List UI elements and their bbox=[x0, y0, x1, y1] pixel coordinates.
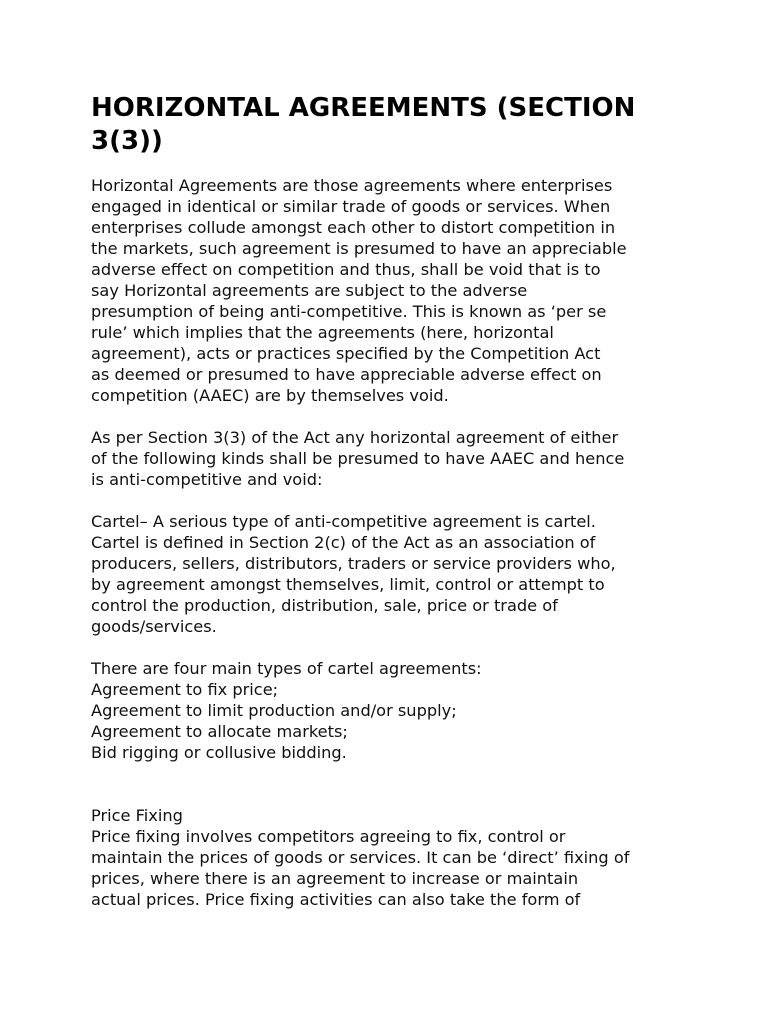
price-fixing-section bbox=[91, 805, 691, 910]
text-line: Price fixing involves competitors agreeing to fix, control or bbox=[91, 827, 566, 846]
text-line: competition (AAEC) are by themselves void. bbox=[91, 386, 449, 405]
text-line: enterprises collude amongst each other to distort competition in bbox=[91, 218, 616, 237]
paragraph-cartel bbox=[91, 511, 691, 637]
text-line: say Horizontal agreements are subject to the adverse bbox=[91, 281, 528, 300]
text-line: Cartel– A serious type of anti-competitive agreement is cartel. bbox=[91, 512, 596, 531]
list-item: Agreement to allocate markets; bbox=[91, 722, 348, 741]
text-line: Cartel is defined in Section 2(c) of the Act as an association of bbox=[91, 533, 596, 552]
text-line: as deemed or presumed to have appreciable adverse effect on bbox=[91, 365, 602, 384]
title-line: 3(3)) bbox=[91, 126, 163, 156]
text-line: prices, where there is an agreement to increase or maintain bbox=[91, 869, 579, 888]
list-item: Agreement to fix price; bbox=[91, 680, 279, 699]
list-item: Bid rigging or collusive bidding. bbox=[91, 743, 347, 762]
text-line: Horizontal Agreements are those agreements where enterprises bbox=[91, 176, 613, 195]
text-line: maintain the prices of goods or services. It can be ‘direct’ fixing of bbox=[91, 848, 630, 867]
text-line: goods/services. bbox=[91, 617, 217, 636]
text-line: by agreement amongst themselves, limit, control or attempt to bbox=[91, 575, 605, 594]
text-line: control the production, distribution, sale, price or trade of bbox=[91, 596, 558, 615]
paragraph-spacer bbox=[91, 490, 691, 511]
document-page bbox=[91, 92, 691, 910]
paragraph-section-3-3 bbox=[91, 427, 691, 490]
paragraph-horizontal-agreements bbox=[91, 175, 691, 406]
text-line: actual prices. Price fixing activities can also take the form of bbox=[91, 890, 581, 909]
text-line: presumption of being anti-competitive. This is known as ‘per se bbox=[91, 302, 607, 321]
section-heading: Price Fixing bbox=[91, 806, 183, 825]
text-line: of the following kinds shall be presumed to have AAEC and hence bbox=[91, 449, 625, 468]
text-line: agreement), acts or practices specified by the Competition Act bbox=[91, 344, 601, 363]
text-line: the markets, such agreement is presumed to have an appreciable bbox=[91, 239, 627, 258]
document-title bbox=[91, 92, 691, 158]
text-line: adverse effect on competition and thus, shall be void that is to bbox=[91, 260, 601, 279]
paragraph-spacer bbox=[91, 763, 691, 805]
cartel-types-list bbox=[91, 658, 691, 763]
text-line: is anti-competitive and void: bbox=[91, 470, 323, 489]
text-line: rule’ which implies that the agreements (here, horizontal bbox=[91, 323, 554, 342]
paragraph-spacer bbox=[91, 637, 691, 658]
list-item: Agreement to limit production and/or supply; bbox=[91, 701, 457, 720]
text-line: engaged in identical or similar trade of goods or services. When bbox=[91, 197, 611, 216]
text-line: producers, sellers, distributors, traders or service providers who, bbox=[91, 554, 616, 573]
text-line: As per Section 3(3) of the Act any horizontal agreement of either bbox=[91, 428, 619, 447]
paragraph-spacer bbox=[91, 406, 691, 427]
title-line: HORIZONTAL AGREEMENTS (SECTION bbox=[91, 93, 636, 123]
list-intro: There are four main types of cartel agreements: bbox=[91, 659, 482, 678]
